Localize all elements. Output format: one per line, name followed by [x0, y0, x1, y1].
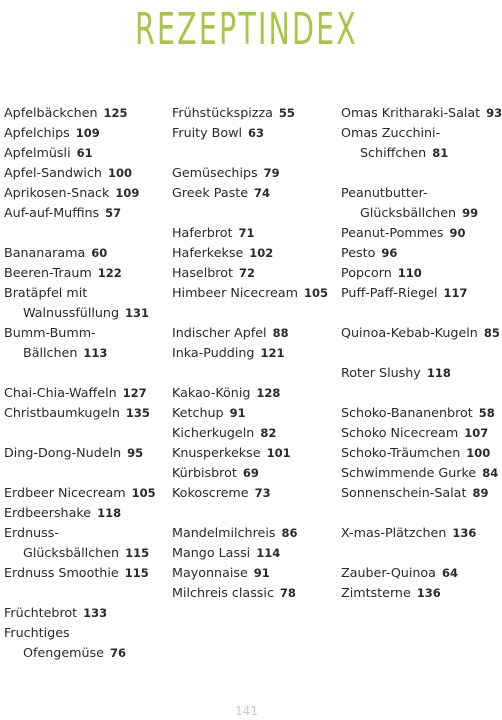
- index-entry: [4, 183, 164, 203]
- recipe-name: Ketchup: [172, 405, 224, 420]
- index-entry: [341, 483, 493, 503]
- index-column-2: [172, 103, 337, 623]
- page-ref: 100: [107, 166, 132, 180]
- entry-line: [341, 483, 493, 503]
- index-entry: [172, 483, 337, 503]
- page-ref: 82: [260, 426, 277, 440]
- page-ref: 118: [426, 366, 451, 380]
- page-ref: 91: [229, 406, 246, 420]
- entry-continuation: [4, 343, 164, 363]
- recipe-name: Erdbeer Nicecream: [4, 485, 126, 500]
- letter-group: [4, 603, 164, 663]
- entry-line: [341, 423, 493, 443]
- index-entry: [341, 183, 493, 223]
- recipe-name: Erdnuss-: [4, 525, 59, 540]
- recipe-name-continued: Glücksbällchen: [360, 205, 457, 220]
- index-entry: [4, 163, 164, 183]
- index-entry: [4, 103, 164, 123]
- page-ref: 113: [83, 346, 108, 360]
- entry-line: [341, 263, 493, 283]
- entry-line: [341, 223, 493, 243]
- index-entry: [4, 283, 164, 323]
- index-entry: [172, 103, 337, 123]
- recipe-name: Sonnenschein-Salat: [341, 485, 467, 500]
- entry-line: [341, 323, 500, 343]
- index-column-3: [341, 103, 502, 623]
- page-ref: 88: [272, 326, 289, 340]
- letter-group: [172, 223, 337, 303]
- index-entry: [4, 443, 164, 463]
- page-ref: 99: [462, 206, 479, 220]
- entry-line: [341, 563, 493, 583]
- letter-group: [4, 383, 164, 423]
- entry-line: [172, 583, 337, 603]
- recipe-name: Schoko Nicecream: [341, 425, 459, 440]
- letter-group: [4, 483, 164, 583]
- letter-group: [341, 183, 493, 303]
- entry-line: [172, 263, 337, 283]
- entry-line: [341, 403, 493, 423]
- recipe-name: Himbeer Nicecream: [172, 285, 298, 300]
- page-ref: 57: [105, 206, 122, 220]
- page-ref: 100: [466, 446, 491, 460]
- recipe-name: Mayonnaise: [172, 565, 248, 580]
- recipe-name: Omas Kritharaki-Salat: [341, 105, 481, 120]
- recipe-name: Zauber-Quinoa: [341, 565, 436, 580]
- index-entry: [172, 343, 337, 363]
- page-ref: 95: [127, 446, 144, 460]
- index-entry: [4, 603, 164, 623]
- entry-continuation: [4, 543, 164, 563]
- page-ref: 115: [125, 546, 150, 560]
- page-ref: 85: [483, 326, 500, 340]
- recipe-name: Omas Zucchini-: [341, 125, 441, 140]
- index-entry: [4, 403, 164, 423]
- recipe-name: Gemüsechips: [172, 165, 258, 180]
- entry-line: [4, 163, 164, 183]
- letter-group: [341, 403, 499, 503]
- index-entry: [172, 543, 337, 563]
- page-ref: 55: [278, 106, 295, 120]
- index-entry: [341, 403, 493, 423]
- entry-continuation: [4, 303, 164, 323]
- index-entry: [341, 523, 493, 543]
- page-ref: 71: [238, 226, 255, 240]
- index-entry: [4, 143, 164, 163]
- page-ref: 96: [381, 246, 398, 260]
- index-entry: [4, 243, 164, 263]
- letter-group: [4, 243, 164, 363]
- page-ref: 122: [97, 266, 122, 280]
- page-ref: 93: [486, 106, 502, 120]
- page-ref: 121: [260, 346, 285, 360]
- page-ref: 90: [449, 226, 466, 240]
- page-ref: 131: [125, 306, 150, 320]
- recipe-name: Ding-Dong-Nudeln: [4, 445, 122, 460]
- index-entry: [172, 463, 337, 483]
- page-ref: 110: [397, 266, 422, 280]
- entry-line: [172, 423, 337, 443]
- index-entry: [4, 203, 164, 223]
- recipe-name: Erdbeershake: [4, 505, 92, 520]
- entry-line: [172, 223, 337, 243]
- index-entry: [341, 323, 500, 343]
- page-ref: 117: [443, 286, 468, 300]
- entry-line: [172, 123, 337, 143]
- recipe-name: Puff-Paff-Riegel: [341, 285, 438, 300]
- page-ref: 64: [441, 566, 458, 580]
- entry-line: [4, 483, 164, 503]
- entry-line: [4, 283, 164, 303]
- entry-continuation: [4, 643, 164, 663]
- index-entry: [4, 123, 164, 143]
- entry-line: [341, 243, 493, 263]
- page-ref: 102: [249, 246, 274, 260]
- index-entry: [341, 463, 499, 483]
- page-ref: 115: [124, 566, 149, 580]
- index-entry: [4, 323, 164, 363]
- index-entry: [172, 423, 337, 443]
- entry-line: [4, 123, 164, 143]
- index-entry: [4, 483, 164, 503]
- page-ref: 105: [131, 486, 156, 500]
- recipe-name: Fruchtiges: [4, 625, 70, 640]
- entry-line: [172, 163, 337, 183]
- index-entry: [341, 443, 493, 463]
- recipe-name: Schoko-Bananenbrot: [341, 405, 473, 420]
- recipe-name: Christbaumkugeln: [4, 405, 120, 420]
- recipe-name: Knusperkekse: [172, 445, 261, 460]
- entry-line: [172, 383, 337, 403]
- index-entry: [4, 503, 164, 523]
- index-entry: [172, 443, 337, 463]
- index-entry: [341, 583, 493, 603]
- recipe-name: Kokoscreme: [172, 485, 249, 500]
- recipe-name: Roter Slushy: [341, 365, 421, 380]
- index-entry: [172, 163, 337, 183]
- index-entry: [172, 403, 337, 423]
- index-entry: [172, 583, 337, 603]
- index-entry: [341, 243, 493, 263]
- page-ref: 114: [256, 546, 281, 560]
- entry-line: [4, 623, 164, 643]
- page-ref: 136: [416, 586, 441, 600]
- recipe-name: Quinoa-Kebab-Kugeln: [341, 325, 478, 340]
- entry-line: [4, 383, 164, 403]
- page-ref: 79: [263, 166, 280, 180]
- page-ref: 127: [122, 386, 147, 400]
- recipe-name: Mango Lassi: [172, 545, 251, 560]
- recipe-name: Beeren-Traum: [4, 265, 92, 280]
- recipe-name-continued: Schiffchen: [360, 145, 427, 160]
- entry-line: [341, 123, 493, 143]
- index-entry: [172, 123, 337, 143]
- index-entry: [341, 283, 493, 303]
- page-ref: 76: [109, 646, 126, 660]
- index-entry: [172, 283, 337, 303]
- entry-line: [341, 283, 493, 303]
- recipe-name-continued: Ofengemüse: [23, 645, 104, 660]
- entry-line: [172, 103, 337, 123]
- page-ref: 60: [91, 246, 108, 260]
- index-entry: [172, 383, 337, 403]
- entry-line: [4, 323, 164, 343]
- page-number: 141: [235, 704, 258, 718]
- page-ref: 86: [281, 526, 298, 540]
- recipe-name: Schwimmende Gurke: [341, 465, 477, 480]
- entry-continuation: [341, 203, 493, 223]
- index-entry: [341, 423, 493, 443]
- entry-line: [172, 183, 337, 203]
- letter-group: [341, 323, 500, 343]
- recipe-name: Bratäpfel mit: [4, 285, 88, 300]
- entry-line: [172, 323, 337, 343]
- index-entry: [172, 183, 337, 203]
- recipe-name: Apfelmüsli: [4, 145, 71, 160]
- page-ref: 109: [115, 186, 140, 200]
- recipe-name: Indischer Apfel: [172, 325, 267, 340]
- entry-continuation: [341, 143, 493, 163]
- recipe-name: Bananarama: [4, 245, 86, 260]
- entry-line: [172, 523, 337, 543]
- recipe-name: Inka-Pudding: [172, 345, 255, 360]
- recipe-name: Mandelmilchreis: [172, 525, 276, 540]
- letter-group: [172, 163, 337, 203]
- recipe-name: Apfel-Sandwich: [4, 165, 102, 180]
- entry-line: [4, 563, 164, 583]
- entry-line: [341, 583, 493, 603]
- page-ref: 136: [452, 526, 477, 540]
- entry-line: [4, 243, 164, 263]
- recipe-name: Haferbrot: [172, 225, 233, 240]
- letter-group: [172, 103, 337, 143]
- index-entry: [4, 263, 164, 283]
- entry-line: [172, 243, 337, 263]
- entry-line: [4, 603, 164, 623]
- page-ref: 107: [464, 426, 489, 440]
- letter-group: [4, 103, 164, 223]
- entry-line: [341, 463, 499, 483]
- letter-group: [172, 523, 337, 603]
- recipe-name: Kürbisbrot: [172, 465, 237, 480]
- index-entry: [172, 243, 337, 263]
- index-entry: [172, 323, 337, 343]
- recipe-name: Aprikosen-Snack: [4, 185, 110, 200]
- entry-line: [4, 503, 164, 523]
- entry-line: [172, 463, 337, 483]
- recipe-name-continued: Glücksbällchen: [23, 545, 120, 560]
- page-ref: 73: [254, 486, 271, 500]
- entry-line: [4, 443, 164, 463]
- entry-line: [4, 143, 164, 163]
- page-ref: 135: [125, 406, 150, 420]
- entry-line: [172, 283, 337, 303]
- index-entry: [341, 263, 493, 283]
- recipe-name: Erdnuss Smoothie: [4, 565, 119, 580]
- page-title: REZEPTINDEX: [135, 4, 358, 55]
- page-ref: 133: [83, 606, 108, 620]
- index-column-1: [4, 103, 164, 683]
- page-ref: 101: [266, 446, 291, 460]
- letter-group: [341, 363, 493, 383]
- letter-group: [4, 443, 164, 463]
- page-ref: 89: [472, 486, 489, 500]
- page-ref: 78: [279, 586, 296, 600]
- recipe-name: Greek Paste: [172, 185, 249, 200]
- index-entry: [341, 223, 493, 243]
- recipe-name: Fruity Bowl: [172, 125, 243, 140]
- page-ref: 58: [478, 406, 495, 420]
- entry-line: [4, 103, 164, 123]
- entry-line: [341, 183, 493, 203]
- page-ref: 118: [97, 506, 122, 520]
- entry-line: [341, 363, 493, 383]
- recipe-name: X-mas-Plätzchen: [341, 525, 447, 540]
- page-ref: 84: [482, 466, 499, 480]
- index-entry: [4, 563, 164, 583]
- entry-line: [4, 183, 164, 203]
- letter-group: [341, 523, 493, 543]
- page-ref: 109: [75, 126, 100, 140]
- page-ref: 69: [242, 466, 259, 480]
- page-ref: 125: [103, 106, 128, 120]
- index-entry: [341, 123, 493, 163]
- letter-group: [341, 563, 493, 603]
- page-ref: 61: [76, 146, 93, 160]
- index-entry: [341, 103, 502, 123]
- recipe-name: Auf-auf-Muffins: [4, 205, 100, 220]
- letter-group: [172, 323, 337, 363]
- recipe-name: Pesto: [341, 245, 376, 260]
- index-entry: [4, 623, 164, 663]
- entry-line: [4, 203, 164, 223]
- index-entry: [172, 523, 337, 543]
- entry-line: [4, 403, 164, 423]
- page-ref: 72: [238, 266, 255, 280]
- entry-line: [172, 443, 337, 463]
- recipe-name: Kakao-König: [172, 385, 251, 400]
- entry-line: [341, 523, 493, 543]
- page-ref: 63: [248, 126, 265, 140]
- letter-group: [341, 103, 502, 163]
- entry-line: [172, 563, 337, 583]
- entry-line: [172, 343, 337, 363]
- recipe-name: Chai-Chia-Waffeln: [4, 385, 117, 400]
- index-entry: [172, 263, 337, 283]
- recipe-name: Zimtsterne: [341, 585, 411, 600]
- recipe-name: Popcorn: [341, 265, 392, 280]
- recipe-name-continued: Bällchen: [23, 345, 78, 360]
- entry-line: [172, 483, 337, 503]
- index-entry: [172, 563, 337, 583]
- page-ref: 128: [256, 386, 281, 400]
- entry-line: [4, 263, 164, 283]
- page-ref: 105: [304, 286, 329, 300]
- entry-line: [172, 543, 337, 563]
- recipe-name: Haselbrot: [172, 265, 233, 280]
- index-entry: [341, 563, 493, 583]
- entry-line: [341, 443, 493, 463]
- recipe-name: Peanutbutter-: [341, 185, 428, 200]
- entry-line: [4, 523, 164, 543]
- page-ref: 81: [432, 146, 449, 160]
- entry-line: [341, 103, 502, 123]
- recipe-name: Apfelbäckchen: [4, 105, 98, 120]
- recipe-name-continued: Walnussfüllung: [23, 305, 120, 320]
- recipe-name: Früchtebrot: [4, 605, 78, 620]
- page-ref: 91: [253, 566, 270, 580]
- index-entry: [4, 383, 164, 403]
- recipe-name: Kicherkugeln: [172, 425, 255, 440]
- page-ref: 74: [254, 186, 271, 200]
- recipe-name: Apfelchips: [4, 125, 70, 140]
- recipe-name: Schoko-Träumchen: [341, 445, 461, 460]
- recipe-name: Frühstückspizza: [172, 105, 273, 120]
- entry-line: [172, 403, 337, 423]
- index-entry: [172, 223, 337, 243]
- recipe-name: Milchreis classic: [172, 585, 274, 600]
- recipe-name: Haferkekse: [172, 245, 244, 260]
- index-entry: [4, 523, 164, 563]
- letter-group: [172, 383, 337, 503]
- recipe-name: Peanut-Pommes: [341, 225, 444, 240]
- recipe-name: Bumm-Bumm-: [4, 325, 96, 340]
- index-entry: [341, 363, 493, 383]
